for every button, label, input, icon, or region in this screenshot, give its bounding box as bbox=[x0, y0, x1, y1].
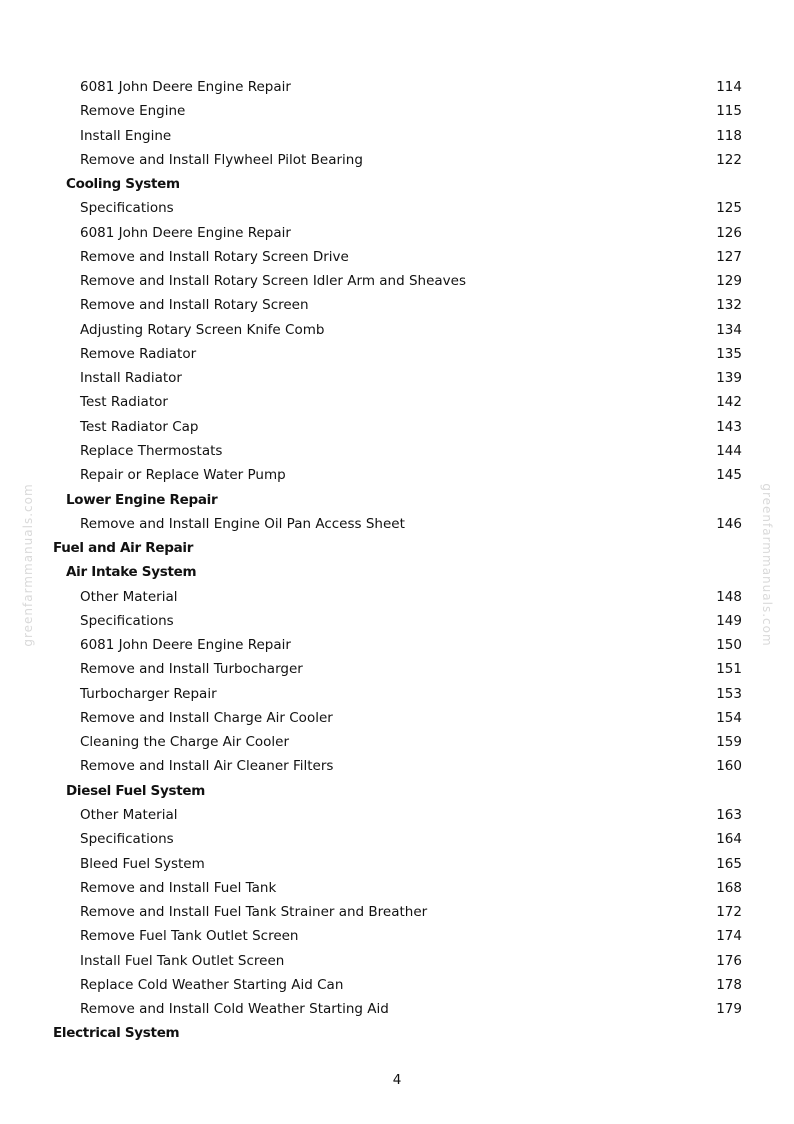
toc-entry[interactable] bbox=[0, 99, 794, 123]
toc-entry-title: Remove and Install Charge Air Cooler bbox=[80, 709, 333, 726]
toc-entry-title: 6081 John Deere Engine Repair bbox=[80, 79, 291, 95]
toc-entry-title: Specifications bbox=[80, 200, 174, 217]
toc-entry-title: Replace Thermostats bbox=[80, 442, 223, 459]
toc-entry[interactable] bbox=[0, 585, 794, 609]
toc-entry-title: Bleed Fuel System bbox=[80, 855, 205, 872]
toc-entry-page: 179 bbox=[716, 1001, 742, 1018]
toc-entry[interactable] bbox=[0, 657, 794, 681]
toc-entry[interactable] bbox=[0, 293, 794, 317]
toc-entry-title: Specifications bbox=[80, 612, 174, 629]
toc-entry[interactable] bbox=[0, 827, 794, 851]
toc-entry-title: Cooling System bbox=[66, 176, 180, 193]
toc-entry[interactable] bbox=[0, 803, 794, 827]
toc-entry-page: 126 bbox=[716, 224, 742, 241]
toc-entry-title: Other Material bbox=[80, 806, 178, 823]
toc-entry-page: 139 bbox=[716, 370, 742, 387]
toc-entry[interactable] bbox=[0, 633, 794, 657]
toc-entry-title: Air Intake System bbox=[66, 564, 197, 581]
toc-entry-title: Other Material bbox=[80, 588, 178, 605]
toc-entry[interactable] bbox=[0, 852, 794, 876]
toc-entry[interactable] bbox=[0, 245, 794, 269]
toc-entry-title: Lower Engine Repair bbox=[66, 491, 218, 508]
toc-entry[interactable] bbox=[0, 973, 794, 997]
toc-entry-title: Remove and Install Engine Oil Pan Access Sheet bbox=[80, 515, 405, 532]
toc-entry[interactable] bbox=[0, 318, 794, 342]
toc-entry-title: 6081 John Deere Engine Repair bbox=[80, 637, 291, 654]
toc-entry-page: 160 bbox=[716, 758, 742, 775]
toc-entry-title: Remove and Install Rotary Screen bbox=[80, 297, 309, 314]
toc-entry[interactable] bbox=[0, 754, 794, 778]
toc-entry-page: 125 bbox=[716, 200, 742, 217]
toc-entry[interactable] bbox=[0, 997, 794, 1021]
toc-entry-title: Fuel and Air Repair bbox=[53, 540, 194, 557]
toc-entry-page: 168 bbox=[716, 879, 742, 896]
toc-entry[interactable] bbox=[0, 269, 794, 293]
toc-entry-page: 164 bbox=[716, 831, 742, 848]
toc-entry[interactable] bbox=[0, 512, 794, 536]
toc-entry[interactable] bbox=[0, 196, 794, 220]
toc-section-heading[interactable] bbox=[0, 1021, 794, 1045]
toc-entry-page: 127 bbox=[716, 248, 742, 265]
toc-entry[interactable] bbox=[0, 439, 794, 463]
toc-entry[interactable] bbox=[0, 730, 794, 754]
toc-entry-page: 151 bbox=[716, 661, 742, 678]
toc-entry-title: Remove Engine bbox=[80, 103, 186, 120]
toc-entry[interactable] bbox=[0, 706, 794, 730]
toc-entry[interactable] bbox=[0, 900, 794, 924]
toc-entry[interactable] bbox=[0, 342, 794, 366]
toc-entry[interactable] bbox=[0, 124, 794, 148]
toc-section-heading[interactable] bbox=[0, 536, 794, 560]
toc-entry[interactable] bbox=[0, 682, 794, 706]
toc-entry[interactable] bbox=[0, 924, 794, 948]
toc-entry[interactable] bbox=[0, 75, 794, 99]
toc-subsection-heading[interactable] bbox=[0, 779, 794, 803]
toc-entry-title: Specifications bbox=[80, 831, 174, 848]
toc-entry[interactable] bbox=[0, 609, 794, 633]
toc-entry-page: 129 bbox=[716, 273, 742, 290]
toc-entry-title: Turbocharger Repair bbox=[80, 685, 217, 702]
toc-entry[interactable] bbox=[0, 148, 794, 172]
toc-entry-title: Diesel Fuel System bbox=[66, 782, 205, 799]
toc-entry[interactable] bbox=[0, 390, 794, 414]
toc-entry-page: 163 bbox=[716, 806, 742, 823]
toc-entry-page: 176 bbox=[716, 952, 742, 969]
toc-entry-title: Remove and Install Fuel Tank Strainer and Breather bbox=[80, 904, 428, 921]
watermark-left: greenfarmmanuals.com bbox=[21, 483, 35, 647]
toc-entry-page: 144 bbox=[716, 442, 742, 459]
toc-entry-page: 135 bbox=[716, 345, 742, 362]
toc-entry-page: 149 bbox=[716, 612, 742, 629]
toc-entry-page: 153 bbox=[716, 685, 742, 702]
toc-entry[interactable] bbox=[0, 949, 794, 973]
toc-entry[interactable] bbox=[0, 221, 794, 245]
toc-entry-title: Cleaning the Charge Air Cooler bbox=[80, 734, 290, 751]
table-of-contents bbox=[0, 75, 794, 1046]
toc-entry-title: Install Radiator bbox=[80, 370, 182, 387]
toc-entry-title: Remove Fuel Tank Outlet Screen bbox=[80, 928, 299, 945]
toc-entry[interactable] bbox=[0, 463, 794, 487]
toc-entry-title: Remove and Install Rotary Screen Drive bbox=[80, 248, 349, 265]
toc-entry-title: Remove and Install Fuel Tank bbox=[80, 879, 277, 896]
page-number: 4 bbox=[392, 1072, 402, 1088]
toc-entry-title: Repair or Replace Water Pump bbox=[80, 467, 286, 484]
toc-entry-title: Test Radiator bbox=[80, 394, 168, 411]
toc-entry-page: 148 bbox=[716, 588, 742, 605]
toc-entry[interactable] bbox=[0, 366, 794, 390]
toc-entry-page: 118 bbox=[716, 127, 742, 144]
toc-entry-title: Install Engine bbox=[80, 127, 172, 144]
toc-entry-title: Remove and Install Turbocharger bbox=[80, 661, 303, 678]
toc-entry-page: 165 bbox=[716, 855, 742, 872]
toc-entry-title: Electrical System bbox=[53, 1025, 180, 1042]
toc-entry-title: Install Fuel Tank Outlet Screen bbox=[80, 952, 285, 969]
watermark-right: greenfarmmanuals.com bbox=[760, 483, 774, 647]
toc-entry-page: 146 bbox=[716, 515, 742, 532]
toc-entry-page: 150 bbox=[716, 637, 742, 654]
toc-entry-title: Remove and Install Flywheel Pilot Bearing bbox=[80, 151, 363, 168]
toc-entry[interactable] bbox=[0, 876, 794, 900]
toc-subsection-heading[interactable] bbox=[0, 488, 794, 512]
toc-entry[interactable] bbox=[0, 415, 794, 439]
toc-entry-page: 143 bbox=[716, 418, 742, 435]
toc-entry-title: Replace Cold Weather Starting Aid Can bbox=[80, 976, 344, 993]
toc-entry-page: 154 bbox=[716, 709, 742, 726]
toc-entry-title: Adjusting Rotary Screen Knife Comb bbox=[80, 321, 325, 338]
toc-entry-page: 178 bbox=[716, 976, 742, 993]
toc-subsection-heading[interactable] bbox=[0, 560, 794, 584]
toc-subsection-heading[interactable] bbox=[0, 172, 794, 196]
toc-entry-title: Remove and Install Rotary Screen Idler Arm and Sheaves bbox=[80, 273, 466, 290]
toc-entry-page: 134 bbox=[716, 321, 742, 338]
toc-entry-title: 6081 John Deere Engine Repair bbox=[80, 224, 291, 241]
toc-entry-page: 172 bbox=[716, 904, 742, 921]
toc-entry-page: 114 bbox=[716, 79, 742, 95]
toc-entry-page: 122 bbox=[716, 151, 742, 168]
toc-entry-title: Remove and Install Air Cleaner Filters bbox=[80, 758, 334, 775]
toc-entry-title: Test Radiator Cap bbox=[80, 418, 199, 435]
toc-entry-page: 174 bbox=[716, 928, 742, 945]
toc-entry-page: 115 bbox=[716, 103, 742, 120]
toc-entry-title: Remove and Install Cold Weather Starting Aid bbox=[80, 1001, 389, 1018]
toc-entry-page: 145 bbox=[716, 467, 742, 484]
toc-entry-page: 159 bbox=[716, 734, 742, 751]
toc-entry-page: 132 bbox=[716, 297, 742, 314]
toc-entry-page: 142 bbox=[716, 394, 742, 411]
toc-entry-title: Remove Radiator bbox=[80, 345, 197, 362]
